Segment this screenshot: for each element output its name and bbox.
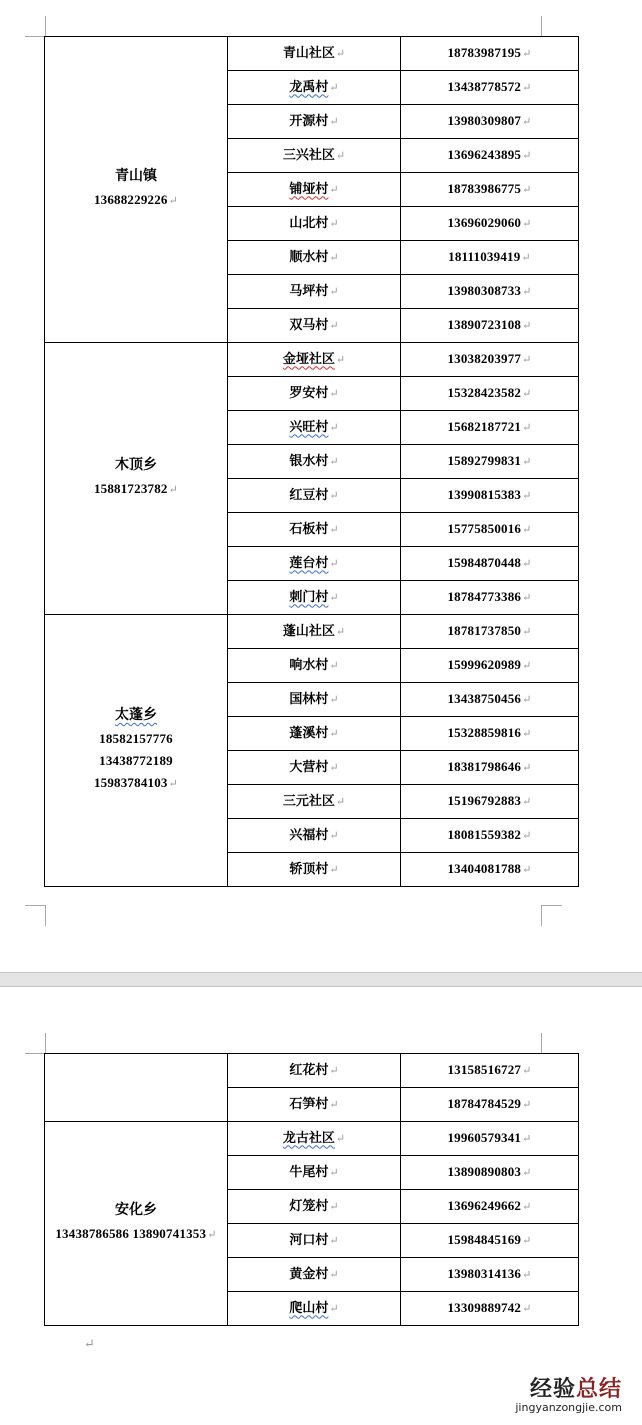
- village-cell: 马坪村↵: [228, 275, 401, 309]
- town-phone: 15983784103↵: [93, 775, 179, 790]
- village-cell: 兴旺村↵: [228, 411, 401, 445]
- village-cell: 顺水村↵: [228, 241, 401, 275]
- town-cell-continued: [45, 1054, 228, 1122]
- town-phone: 15881723782↵: [93, 481, 179, 496]
- phone-cell: 15775850016↵: [401, 513, 579, 547]
- village-cell: 刺门村↵: [228, 581, 401, 615]
- phone-cell: 18784773386↵: [401, 581, 579, 615]
- phone-cell: 13038203977↵: [401, 343, 579, 377]
- town-cell: [45, 1122, 228, 1326]
- crop-mark-top-left: [25, 1033, 46, 1054]
- village-cell: 蓬溪村↵: [228, 717, 401, 751]
- village-cell: 黄金村↵: [228, 1258, 401, 1292]
- town-name: 木顶乡: [115, 457, 157, 473]
- village-cell: 石笋村↵: [228, 1088, 401, 1122]
- watermark-logo: [515, 1372, 622, 1414]
- phone-cell: 15999620989↵: [401, 649, 579, 683]
- village-cell: 罗安村↵: [228, 377, 401, 411]
- phone-cell: 13980309807↵: [401, 105, 579, 139]
- page-break-gap: [0, 972, 642, 987]
- village-cell: 铺垭村↵: [228, 173, 401, 207]
- phone-cell: 13309889742↵: [401, 1292, 579, 1326]
- town-name: 安化乡: [115, 1202, 157, 1218]
- phone-cell: 13438750456↵: [401, 683, 579, 717]
- phone-cell: 15682187721↵: [401, 411, 579, 445]
- phone-cell: 18781737850↵: [401, 615, 579, 649]
- town-cell: [45, 615, 228, 887]
- phone-cell: 15328423582↵: [401, 377, 579, 411]
- town-phone: 18582157776: [99, 731, 173, 746]
- table-row: [45, 1054, 579, 1088]
- phone-cell: 13890723108↵: [401, 309, 579, 343]
- village-cell: 轿顶村↵: [228, 853, 401, 887]
- village-cell: 金垭社区↵: [228, 343, 401, 377]
- phone-cell: 18111039419↵: [401, 241, 579, 275]
- watermark-text: 经验总结: [529, 1377, 622, 1402]
- town-phone: 13438786586 13890741353↵: [55, 1226, 217, 1241]
- village-cell: 河口村↵: [228, 1224, 401, 1258]
- village-cell: 红花村↵: [228, 1054, 401, 1088]
- table-row: [45, 343, 579, 377]
- phone-cell: 15892799831↵: [401, 445, 579, 479]
- phone-cell: 13890890803↵: [401, 1156, 579, 1190]
- crop-mark-bottom-left: [25, 905, 46, 926]
- phone-cell: 13404081788↵: [401, 853, 579, 887]
- phone-cell: 13696249662↵: [401, 1190, 579, 1224]
- phone-cell: 18784784529↵: [401, 1088, 579, 1122]
- phone-cell: 18783987195↵: [401, 37, 579, 71]
- table-row: [45, 37, 579, 71]
- crop-mark-bottom-right: [541, 905, 562, 926]
- village-cell: 三兴社区↵: [228, 139, 401, 173]
- village-cell: 兴福村↵: [228, 819, 401, 853]
- village-cell: 双马村↵: [228, 309, 401, 343]
- village-cell: 龙古社区↵: [228, 1122, 401, 1156]
- paragraph-mark: ↵: [84, 1337, 95, 1352]
- phone-cell: 15196792883↵: [401, 785, 579, 819]
- watermark-url: jingyanzongjie.com: [515, 1401, 622, 1414]
- town-name: 太蓬乡: [115, 707, 157, 723]
- village-cell: 银水村↵: [228, 445, 401, 479]
- phone-cell: 13158516727↵: [401, 1054, 579, 1088]
- village-cell: 石板村↵: [228, 513, 401, 547]
- phone-cell: 13980308733↵: [401, 275, 579, 309]
- phone-cell: 15328859816↵: [401, 717, 579, 751]
- crop-mark-top-right: [541, 1033, 562, 1054]
- table-row: [45, 1122, 579, 1156]
- village-cell: 响水村↵: [228, 649, 401, 683]
- phone-cell: 13696029060↵: [401, 207, 579, 241]
- contact-table-page1: [44, 36, 579, 887]
- phone-cell: 13696243895↵: [401, 139, 579, 173]
- phone-cell: 13990815383↵: [401, 479, 579, 513]
- town-cell: [45, 343, 228, 615]
- town-name: 青山镇: [115, 168, 157, 184]
- contact-table-page2: [44, 1053, 579, 1326]
- village-cell: 三元社区↵: [228, 785, 401, 819]
- village-cell: 龙禹村↵: [228, 71, 401, 105]
- village-cell: 灯笼村↵: [228, 1190, 401, 1224]
- village-cell: 山北村↵: [228, 207, 401, 241]
- town-cell: [45, 37, 228, 343]
- phone-cell: 15984845169↵: [401, 1224, 579, 1258]
- phone-cell: 18783986775↵: [401, 173, 579, 207]
- village-cell: 青山社区↵: [228, 37, 401, 71]
- village-cell: 莲台村↵: [228, 547, 401, 581]
- village-cell: 蓬山社区↵: [228, 615, 401, 649]
- crop-mark-top-right: [541, 16, 562, 37]
- village-cell: 开源村↵: [228, 105, 401, 139]
- town-phone: 13438772189: [99, 753, 173, 768]
- phone-cell: 13438778572↵: [401, 71, 579, 105]
- village-cell: 爬山村↵: [228, 1292, 401, 1326]
- phone-cell: 13980314136↵: [401, 1258, 579, 1292]
- phone-cell: 15984870448↵: [401, 547, 579, 581]
- table-row: [45, 615, 579, 649]
- village-cell: 国林村↵: [228, 683, 401, 717]
- crop-mark-top-left: [25, 16, 46, 37]
- village-cell: 大营村↵: [228, 751, 401, 785]
- town-phone: 13688229226↵: [93, 192, 179, 207]
- phone-cell: 18081559382↵: [401, 819, 579, 853]
- village-cell: 红豆村↵: [228, 479, 401, 513]
- phone-cell: 18381798646↵: [401, 751, 579, 785]
- village-cell: 牛尾村↵: [228, 1156, 401, 1190]
- phone-cell: 19960579341↵: [401, 1122, 579, 1156]
